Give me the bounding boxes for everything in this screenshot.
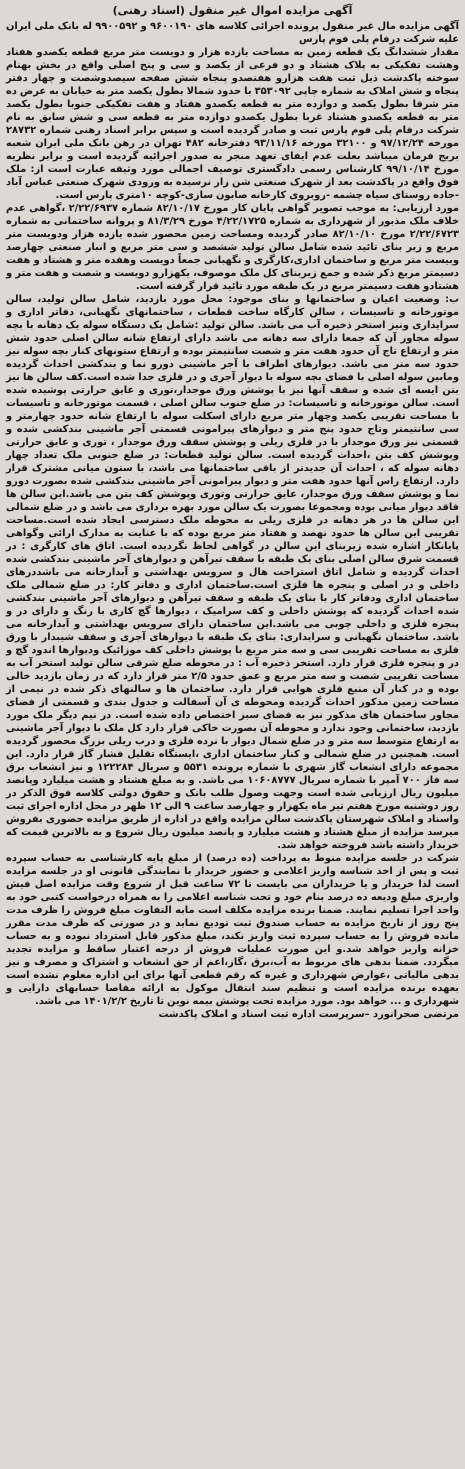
case-paragraph: آگهی مزایده مال غیر منقول پرونده اجرائی کلاسه های ۹۶۰۰۱۹۰ و ۹۹۰۰۵۹۲ له بانک ملی ایران علیه شرکت درفام پلی فوم پارس: [6, 21, 459, 45]
property-description-paragraph: مقدار ششدانگ یک قطعه زمین به مساحت یازده هزار و دویست متر مربع قطعه یکصدو هفتاد وهشت تفکیکی به پلاک هشتاد و دو فرعی از یکصد و سی و پنج اصلی واقع در بخش بهنام سوخته پاکدشت ذیل ثبت هفت هزارو هفتصدو پنجاه شش صفحه سیصدوشصت و چهار دفتر پنجاه و شش املاک به شماره چاپی ۳۵۳۰۹۲ با حدود شمالا بطول یکصد متر به خیابان به عرض ده متر شرقا بطول یکصد و دوازده متر به قطعه یکصدو هفتاد و هفت تفکیکی جنوبا بطول یکصد متر به قطعه یکصدو هشتاد غربا بطول یکصدو دوازده متر به قطعه سی و شش سابق به نام شرکت درفام پلی فوم پارس ثبت و صادر گردیده است و سپس برابر اسناد رهنی شماره ۲۸۷۳۲ مورخه ۹۷/۱۲/۲۴ و ۳۲۱۰۰ مورخه ۹۳/۱۱/۱۶ دفترخانه ۴۸۲ تهران در رهن بانک ملی ایران شعبه بریج فرمان میباشد بعلت عدم ایفای تعهد منجر به صدور اجرائیه گردیده است و برابر نظریه مورخ ۹۹/۱۰/۱۴ کارشناس رسمی دادگستری توصیف اجمالی مورد وثیقه عبارت است از: ملک فوق واقع در پاکدشت بعد از شهرک صنعتی شن زار نرسیده به ورودی شهرک صنعتی عباس آباد -جاده روستای سیاه چشمه -روبروی کارخانه صابون سازی-کوچه ۱۰متری پارس است.: [6, 47, 460, 201]
appraisal-paragraph: مورد ارزیابی: به موجب تصویر گواهی پایان کار مورخ ۸۲/۱۰/۱۷ شماره ۲/۲۲/۶۹۳۷ ،گواهی عدم خلاف ملک مذبور از شهرداری به شماره ۴/۲۲/۱۷۲۵ مورخ ۸۱/۳/۲۹ و پروانه ساختمانی به شماره ۲/۲۲/۶۷۲۳ مورخ ۸۲/۱۰/۱۰ صادر گردیده ومساحت زمین محصور شده یازده هزار ودویست متر مربع و زیر بنای تائید شده شامل سالن تولید ششصد و سی متر مربع و انبار صنعتی چهارصد وبیست متر مربع و ساختمان اداری،کارگری و نگهبانی جمعاً دویست وهفده متر و هشتاد و هفت دسیمتر مربع ذکر شده و جمع زیربنای کل ملک موصوف، یکهزارو دویست و شصت و هفت متر و هشتادو هفت دسیمتر مربع در یک طبقه مورد تائید قرار گرفته است.: [6, 203, 459, 292]
buildings-paragraph: ب: وضعیت اعیان و ساختمانها و بنای موجود: محل مورد بازدید، شامل سالن تولید، سالن موتورخانه و تاسیسات ، سالن کارگاه ساخت قطعات ، ساختمانهای نگهبانی، دفاتر اداری و سرایداری ونیز استخر ذخیره آب می باشد. سالن تولید :شامل یک دستگاه سوله یک دهانه با بچه سوله مجاور آن که جمعا دارای سه دهانه می باشد دارای ارتفاع شانه سالن اصلی حدود شش متر و ارتفاع تاج آن حدود هفت متر و شصت سانتیمتر بوده و ارتفاع ستونهای کنار بچه سوله نیز حدود سه متر می باشد. دیوارهای اطراف با آجر ماشینی دورو نما و بندکشی احداث گردیده ومابین سوله اصلی با فضای بچه سوله با دیوار آجری و در فلزی جدا شده است.کف سالن ها نیز بتن ایسه ای شده و سقف آنها نیز با پوشش ورق موجدار،توری و عایق حرارتی پوشیده شده است. سالن موتورخانه و تاسیسات: در ضلع جنوب سالن اصلی ، قسمت موتورخانه و تاسیسات با مساحت تقریبی یکصد وچهار متر مربع دارای اسکلت سوله با ارتفاع شانه حدود چهارمتر و سی سانتیمتر وتاج حدود پنج متر و دیوارهای پیرامونی قسمتی آجر ماشینی بندکشی شده و قسمتی نیز ورق موجدار با در فلزی ریلی و پوشش سقف ورق موجدار ، توری و عایق حرارتی وپوشش کف بتن ،احداث گردیده است. سالن تولید قطعات: در ضلع جنوبی ملک تعداد چهار دهانه سوله که ، احداث آن جدیدتر از باقی ساختمانها می باشد، با ستون میانی مشترک قرار دارد. ارتفاع راس آنها حدود هفت متر و دیوار پیرامونی آجر ماشینی بندکشی شده بصورت دورو نما و پوشش سقف ورق موجدار، عایق حرارتی وتوری وپوشش کف بتن می باشد.این سالن ها فاقد دیوار میانی بوده ومجموعا بصورت یک سالن مورد بهره برداری می باشد و در ضلع شمالی این سالن ها در هر دهانه در فلزی ریلی به محوطه ملک دسترسی ایجاد شده است.مساحت تقریبی این سالن ها حدود نهصد و هفتاد متر مربع بوده که با عنایت به مدارک ارائی وگواهی پایانکار اشاره شده زیربنای این سالن در گواهی لحاظ نگردیده است. اتاق های کارگری : در قسمت شرق سالن اصلی بنای یک طبقه با سقف تیرآهن و دیوارهای آجر ماشینی بندکشی شده احداث گردیده و شامل اتاق استراحت هال و سرویس بهداشتی و آبدارخانه می باشددرهای داخلی و در اصلی و پنجره ها فلزی است.ساختمان اداری و دفاتر کار: در ضلع شمالی ملک ساختمان اداری ودفاتر کار با بنای یک طبقه و سقف تیرآهن و دیوارهای آجر ماشینی بندکشی شده احداث گردیده که پوشش داخلی و کف سرامیک ، دیوارها گچ کاری با رنگ و دارای در و پنجره فلزی و داخلی چوبی می باشد.این ساختمان دارای سرویس بهداشتی و آبدارخانه می باشد. ساختمان نگهبانی و سرایداری: بنای یک طبقه با دیوارهای آجری و سقف شیبدار با ورق فلزی به مساحت تقریبی سی و سه متر مربع با پوشش داخلی کف موزائیک ودیوارها اندود گچ و در و پنجره فلزی قرار دارد. استخر ذخیره آب : در محوطه ضلع شرقی سالن تولید استخر آب به مساحت تقریبی شصت و سه متر مربع و عمق حدود ۲/۵ متر قرار دارد که در زمان بازدید خالی بوده و در کنار آن منبع فلزی هوایی قرار دارد. ساختمان ها و سالنهای ذکر شده در نیمی از مساحت زمین مذکور احداث گردیده ومحوطه ی آن آسفالت و جدول بندی و قسمتی از فضای مجاور ساختمان های مذکور نیز به فضای سبز اختصاص داده شده است. در نیم دیگر ملک مورد بازدید، ساختمانی وجود ندارد و محوطه آن بصورت خاکی قرار دارد کل ملک با دیوار آجر ماشینی به ارتفاع متوسط سه متر و در ضلع شمال دیوار با نرده فلزی و درب ریلی بزرگ محصور گردیده است. همچنین در ضلع شمالی و کنار ساختمان اداری ،ایستگاه تقلیل فشار گاز قرار دارد. این مجموعه دارای انشعاب گاز شهری با شماره پرونده ۵۵۳۱ و سریال ۱۲۲۲۸۴ و نیز انشعاب برق سه فاز ۷۰۰ آمپر با شماره سریال ۱۰۶۰۸۷۷۷ می باشد. و به مبلغ هشتاد و هشت میلیارد وپانصد میلیون ریال ارزیابی شده است وجهت وصول طلب بانک و حقوق دولتی کلاسه فوق الذکر در روز دوشنبه مورخ هفتم تیر ماه یکهزار و چهارصد ساعت ۹ الی ۱۲ ظهر در محل اداره اجرای ثبت واسناد و املاک شهرستان پاکدشت سالن مزایده واقع در اداره از طریق مزایده حضوری بفروش میرسد مزایده از مبلغ هشتاد و هشت میلیارد و پانصد میلیون ریال شروع و به بالاترین قیمت که خریدار داشته باشد فروخته خواهد شد.: [6, 294, 460, 851]
signature-line: مرتضی صحرانورد –سرپرست اداره ثبت اسناد و املاک پاکدشت: [158, 1009, 459, 1020]
conditions-paragraph: شرکت در جلسه مزایده منوط به پرداخت (ده درصد) از مبلغ پایه کارشناسی به حساب سپرده ثبت و پس از اخذ شناسه واریز اعلامی و حضور خریدار با نمایندگی قانونی او در جلسه مزایده است لذا خریدار و یا خریداران می بایست تا ۷۲ ساعت قبل از شروع وقت مزایده اصل فیش واریزی مبلغ ودیعه ده درصد بنام خود و تحت شناسه اعلامی را به همراه درخواست کتبی خود به واحد اجرا تسلیم نمایند. ضمنا برنده مزایده مکلف است مابه التفاوت مبلغ فروش را ظرف مدت پنج روز از تاریخ مزایده به حساب صندوق ثبت تودیع نماید و در صورتی که ظرف مدت مقرر مانده فروش را به حساب سپرده ثبت واریز نکند، مبلغ مذکور قابل استرداد نبوده و به حساب خزانه واریز خواهد شد.و این صورت عملیات فروش از درجه اعتبار ساقط و مزایده تجدید میگردد. ضمنا بدهی های مربوط به آب،برق ،گاز،اعم از حق انشعاب و اشتراک و مصرف و نیز بدهی مالیاتی ،عوارض شهرداری و غیره که رقم قطعی آنها برای این اداره معلوم نشده است بعهده برنده مزایده است و تنظیم سند انتقال موکول به ارائه مفاصا حسابهای دارایی و شهرداری و ... خواهد بود. مورد مزایده تحت پوشش بیمه نوین تا تاریخ ۱۴۰۱/۲/۲ می باشد.: [6, 853, 459, 1007]
notice-body: [6, 20, 459, 1008]
notice-title: آگهی مزایده اموال غیر منقول (اسناد رهنی): [112, 4, 353, 17]
